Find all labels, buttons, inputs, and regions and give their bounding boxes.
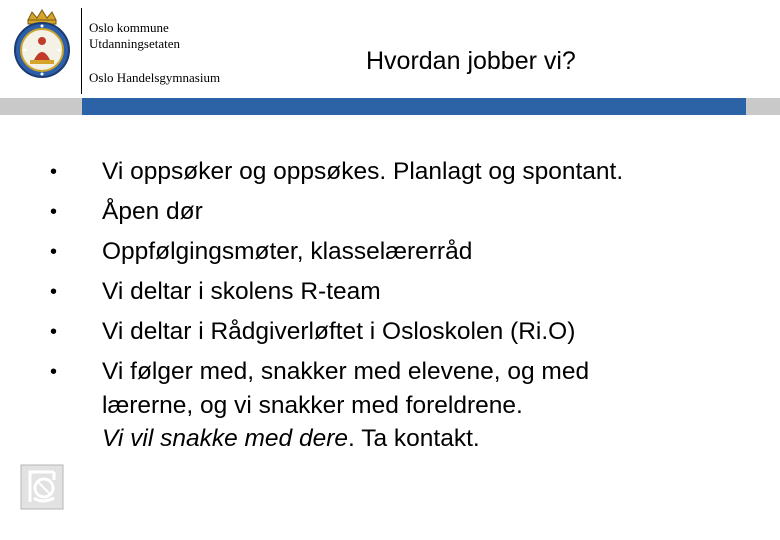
bullet-dot: • — [50, 321, 58, 343]
org-department: Utdanningsetaten — [89, 36, 180, 51]
bullet-dot: • — [50, 361, 58, 383]
bullet-dot: • — [50, 161, 58, 183]
header-band-blue — [82, 98, 746, 115]
bullet-item — [42, 232, 762, 272]
emphasis-text: Vi vil snakke med dere — [102, 425, 349, 452]
school-name: Oslo Handelsgymnasium — [89, 70, 221, 85]
slide-title: Hvordan jobber vi? — [366, 47, 576, 75]
bullet-text: Oppfølgingsmøter, klasselærerråd — [102, 238, 473, 265]
bullet-text: Vi oppsøker og oppsøkes. Planlagt og spontant. — [102, 158, 624, 185]
bullet-item — [42, 272, 762, 312]
bullet-list — [42, 152, 762, 455]
bullet-continuation-line: lærerne, og vi snakker med foreldrene. — [102, 392, 523, 419]
bullet-text: Vi deltar i skolens R-team — [102, 278, 381, 305]
bullet-item — [42, 312, 762, 352]
header-divider — [81, 8, 82, 94]
bullet-dot: • — [50, 241, 58, 263]
bullet-dot: • — [50, 281, 58, 303]
bullet-continuation-line — [102, 422, 762, 455]
bullet-text: Åpen dør — [102, 198, 203, 225]
bullet-item — [42, 352, 762, 455]
closing-text: . Ta kontakt. — [348, 425, 480, 452]
bullet-item — [42, 192, 762, 232]
org-name: Oslo kommune — [89, 20, 169, 35]
bullet-item — [42, 152, 762, 192]
bullet-text: Vi følger med, snakker med elevene, og med — [102, 358, 590, 385]
bullet-text: Vi deltar i Rådgiverløftet i Osloskolen (Ri.O) — [102, 318, 576, 345]
bullet-dot: • — [50, 201, 58, 223]
oslo-coat-of-arms-icon — [10, 8, 74, 80]
oslo-emblem-icon — [20, 464, 64, 510]
